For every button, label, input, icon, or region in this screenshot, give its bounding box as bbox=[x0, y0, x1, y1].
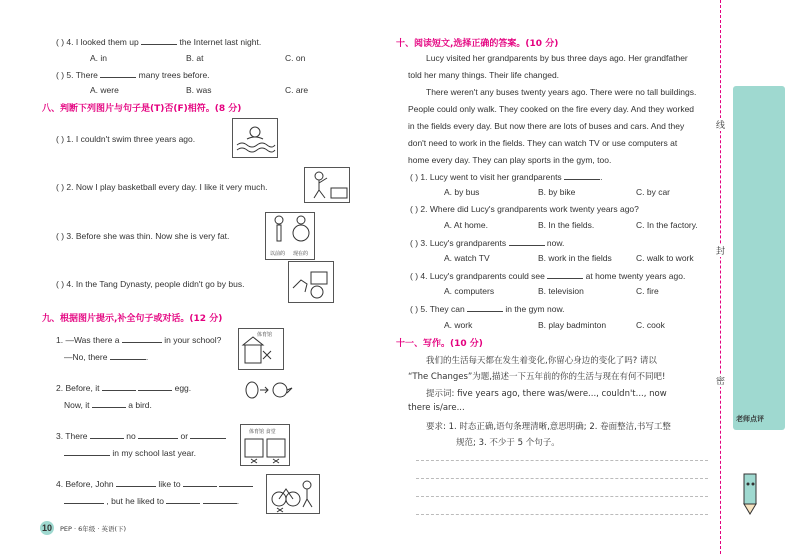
s9-q2-line2 bbox=[64, 399, 152, 410]
s9-text: no bbox=[126, 431, 136, 441]
s9-text: or bbox=[180, 431, 189, 441]
r-q1 bbox=[410, 171, 602, 182]
q4-option-a[interactable]: A. in bbox=[90, 53, 108, 63]
s9-text: a bird. bbox=[128, 400, 152, 410]
r-question-text: 1. Lucy went to visit her grandparents bbox=[420, 172, 562, 182]
binding-char: 密 bbox=[716, 374, 725, 387]
r-question-text: 5. They can bbox=[420, 304, 465, 314]
writing-requirement-2: 规范; 3. 不少于 5 个句子。 bbox=[456, 438, 560, 448]
r-question-text: 4. Lucy's grandparents could see bbox=[420, 271, 545, 281]
teacher-comment-label: 老师点评 bbox=[736, 415, 764, 423]
gym-canteen-picture bbox=[240, 424, 290, 466]
r-q4-option-b[interactable]: B. television bbox=[538, 286, 584, 296]
fill-blank[interactable] bbox=[203, 495, 240, 506]
answer-paren[interactable]: ( ) bbox=[56, 37, 65, 47]
q4-option-c[interactable]: C. on bbox=[285, 53, 306, 63]
s9-text: . bbox=[145, 352, 149, 362]
fill-blank[interactable] bbox=[122, 334, 162, 343]
answer-paren[interactable]: ( ) bbox=[410, 238, 419, 248]
r-question-after: . bbox=[600, 172, 603, 182]
s8-item-text: 2. Now I play basketball every day. I like it very much. bbox=[66, 182, 268, 192]
answer-paren[interactable]: ( ) bbox=[56, 134, 65, 144]
s9-text: 4. Before, John bbox=[56, 479, 114, 489]
gym-canteen-label: 体育馆 食堂 bbox=[249, 429, 276, 435]
r-q4-option-a[interactable]: A. computers bbox=[444, 286, 495, 296]
fill-blank[interactable] bbox=[509, 237, 545, 246]
fill-blank[interactable] bbox=[138, 382, 172, 391]
q4-line bbox=[56, 36, 261, 47]
section-11-title: 十一、写作。(10 分) bbox=[396, 339, 483, 349]
r-q4-option-c[interactable]: C. fire bbox=[636, 286, 659, 296]
r-q1-option-a[interactable]: A. by bus bbox=[444, 187, 480, 197]
footer-text: PEP · 6年级 · 英语(下) bbox=[60, 525, 127, 533]
r-question-after: now. bbox=[546, 238, 565, 248]
s8-item-text: 1. I couldn't swim three years ago. bbox=[66, 134, 196, 144]
s9-q3-line1 bbox=[56, 430, 226, 441]
r-q5-option-a[interactable]: A. work bbox=[444, 320, 473, 330]
answer-paren[interactable]: ( ) bbox=[410, 271, 419, 281]
passage-line-4: People could only walk. They cooked on the fire every day. And they worked bbox=[408, 104, 695, 114]
writing-prompt-1: 我们的生活每天都在发生着变化,你留心身边的变化了吗? 请以 bbox=[426, 356, 657, 366]
answer-paren[interactable]: ( ) bbox=[56, 279, 65, 289]
r-q2-option-b[interactable]: B. In the fields. bbox=[538, 220, 595, 230]
passage-line-2: told her many things. Their life changed. bbox=[408, 70, 560, 80]
r-q2-option-a[interactable]: A. At home. bbox=[444, 220, 488, 230]
writing-line[interactable] bbox=[416, 478, 708, 479]
fill-blank[interactable] bbox=[138, 430, 178, 439]
answer-paren[interactable]: ( ) bbox=[410, 204, 419, 214]
q5-option-a[interactable]: A. were bbox=[90, 85, 119, 95]
answer-paren[interactable]: ( ) bbox=[56, 231, 65, 241]
passage-line-3: There weren't any buses twenty years ago. There were no tall buildings. bbox=[426, 87, 697, 97]
q4-after: the Internet last night. bbox=[179, 37, 262, 47]
s9-text: 3. There bbox=[56, 431, 88, 441]
writing-prompt-2: “The Changes”为题,描述一下五年前的你的生活与现在有何不同吧! bbox=[408, 372, 666, 382]
teacher-comment-panel[interactable] bbox=[733, 86, 785, 430]
answer-paren[interactable]: ( ) bbox=[56, 70, 65, 80]
fill-blank[interactable] bbox=[116, 478, 156, 487]
s8-item-3 bbox=[56, 231, 229, 241]
r-q3-option-a[interactable]: A. watch TV bbox=[444, 253, 490, 263]
s8-item-1 bbox=[56, 134, 195, 144]
s9-q4-line1 bbox=[56, 478, 253, 489]
pencil-mascot-icon bbox=[738, 470, 762, 522]
fill-blank[interactable] bbox=[190, 430, 226, 439]
binding-char: 封 bbox=[716, 244, 725, 257]
fill-blank[interactable] bbox=[102, 382, 136, 391]
r-q1-option-c[interactable]: C. by car bbox=[636, 187, 671, 197]
answer-paren[interactable]: ( ) bbox=[410, 304, 419, 314]
section-10-title: 十、阅读短文,选择正确的答案。(10 分) bbox=[396, 39, 559, 49]
writing-requirement-1: 要求: 1. 时态正确,语句条理清晰,意思明确; 2. 卷面整洁,书写工整 bbox=[426, 422, 671, 432]
fill-blank[interactable] bbox=[92, 399, 126, 408]
s9-text: egg. bbox=[174, 383, 192, 393]
s9-text: —No, there bbox=[64, 352, 108, 362]
q4-text: 4. I looked them up bbox=[66, 37, 139, 47]
r-q3-option-c[interactable]: C. walk to work bbox=[636, 253, 694, 263]
s8-item-text: 4. In the Tang Dynasty, people didn't go by bus. bbox=[66, 279, 245, 289]
fill-blank[interactable] bbox=[100, 69, 136, 78]
swimming-picture bbox=[232, 118, 278, 158]
s8-item-text: 3. Before she was thin. Now she is very fat. bbox=[66, 231, 230, 241]
q5-text: 5. There bbox=[66, 70, 98, 80]
q5-option-b[interactable]: B. was bbox=[186, 85, 212, 95]
pic-label-before: 以前的 bbox=[270, 251, 286, 257]
fill-blank[interactable] bbox=[64, 495, 104, 504]
basketball-picture bbox=[304, 167, 350, 203]
bike-picture bbox=[266, 474, 320, 514]
s9-q1-line1 bbox=[56, 334, 221, 345]
egg-to-bird-picture bbox=[244, 378, 294, 404]
carriage-picture bbox=[288, 261, 334, 303]
passage-line-1: Lucy visited her grandparents by bus three days ago. Her grandfather bbox=[426, 53, 688, 63]
s9-text: . bbox=[236, 496, 240, 506]
s8-item-4 bbox=[56, 279, 244, 289]
fill-blank[interactable] bbox=[547, 270, 583, 279]
pic-label-now: 现在的 bbox=[293, 251, 309, 257]
writing-line[interactable] bbox=[416, 460, 708, 461]
s9-text: like to bbox=[158, 479, 181, 489]
passage-line-5: in the fields every day. But now there are lots of buses and cars. And they bbox=[408, 121, 685, 131]
r-question-text: 3. Lucy's grandparents bbox=[420, 238, 507, 248]
r-question-text: 2. Where did Lucy's grandparents work twenty years ago? bbox=[420, 204, 639, 214]
writing-hint-1: 提示词: five years ago, there was/were..., couldn't..., now bbox=[426, 389, 667, 399]
r-q3 bbox=[410, 237, 564, 248]
r-q5-option-b[interactable]: B. play badminton bbox=[538, 320, 607, 330]
s9-q4-line2 bbox=[64, 495, 239, 506]
answer-paren[interactable]: ( ) bbox=[410, 172, 419, 182]
s8-item-2 bbox=[56, 182, 268, 192]
s9-text: in my school last year. bbox=[112, 448, 196, 458]
fill-blank[interactable] bbox=[467, 303, 503, 312]
fill-blank[interactable] bbox=[90, 430, 124, 439]
q4-option-b[interactable]: B. at bbox=[186, 53, 204, 63]
gym-picture bbox=[238, 328, 284, 370]
s9-q2-line1 bbox=[56, 382, 191, 393]
fill-blank[interactable] bbox=[183, 478, 217, 487]
q5-line bbox=[56, 69, 210, 80]
binding-dash-line bbox=[720, 0, 721, 554]
gym-label: 体育馆 bbox=[257, 332, 273, 338]
writing-line[interactable] bbox=[416, 496, 708, 497]
r-q5-option-c[interactable]: C. cook bbox=[636, 320, 665, 330]
r-q5 bbox=[410, 303, 564, 314]
q5-option-c[interactable]: C. are bbox=[285, 85, 309, 95]
binding-char: 线 bbox=[716, 118, 725, 131]
page-number: 10 bbox=[41, 523, 52, 533]
s9-text: Now, it bbox=[64, 400, 90, 410]
passage-line-7: home every day. They can play sports in the gym, too. bbox=[408, 155, 612, 165]
writing-hint-2: there is/are... bbox=[408, 403, 465, 413]
r-q4 bbox=[410, 270, 685, 281]
r-q2 bbox=[410, 204, 639, 214]
section-9-title: 九、根据图片提示,补全句子或对话。(12 分) bbox=[42, 314, 223, 324]
r-q1-option-b[interactable]: B. by bike bbox=[538, 187, 576, 197]
fill-blank[interactable] bbox=[166, 495, 200, 504]
r-q2-option-c[interactable]: C. In the factory. bbox=[636, 220, 698, 230]
fill-blank[interactable] bbox=[564, 171, 603, 182]
fill-blank[interactable] bbox=[219, 478, 253, 487]
s9-q3-line2 bbox=[64, 447, 196, 458]
fill-blank[interactable] bbox=[64, 447, 110, 456]
writing-line[interactable] bbox=[416, 514, 708, 515]
q5-after: many trees before. bbox=[138, 70, 210, 80]
fill-blank[interactable] bbox=[141, 36, 177, 45]
s9-text: 1. —Was there a bbox=[56, 335, 120, 345]
s9-text: in your school? bbox=[164, 335, 222, 345]
fill-blank[interactable] bbox=[110, 351, 149, 362]
section-8-title: 八、判断下列图片与句子是(T)否(F)相符。(8 分) bbox=[42, 104, 242, 114]
s9-text: , but he liked to bbox=[106, 496, 165, 506]
thin-fat-picture bbox=[265, 212, 315, 260]
r-q3-option-b[interactable]: B. work in the fields bbox=[538, 253, 612, 263]
answer-paren[interactable]: ( ) bbox=[56, 182, 65, 192]
r-question-after: at home twenty years ago. bbox=[585, 271, 686, 281]
s9-text: 2. Before, it bbox=[56, 383, 100, 393]
r-question-after: in the gym now. bbox=[505, 304, 565, 314]
passage-line-6: don't need to work in the fields. They can watch TV or use computers at bbox=[408, 138, 678, 148]
s9-q1-line2 bbox=[64, 351, 148, 362]
